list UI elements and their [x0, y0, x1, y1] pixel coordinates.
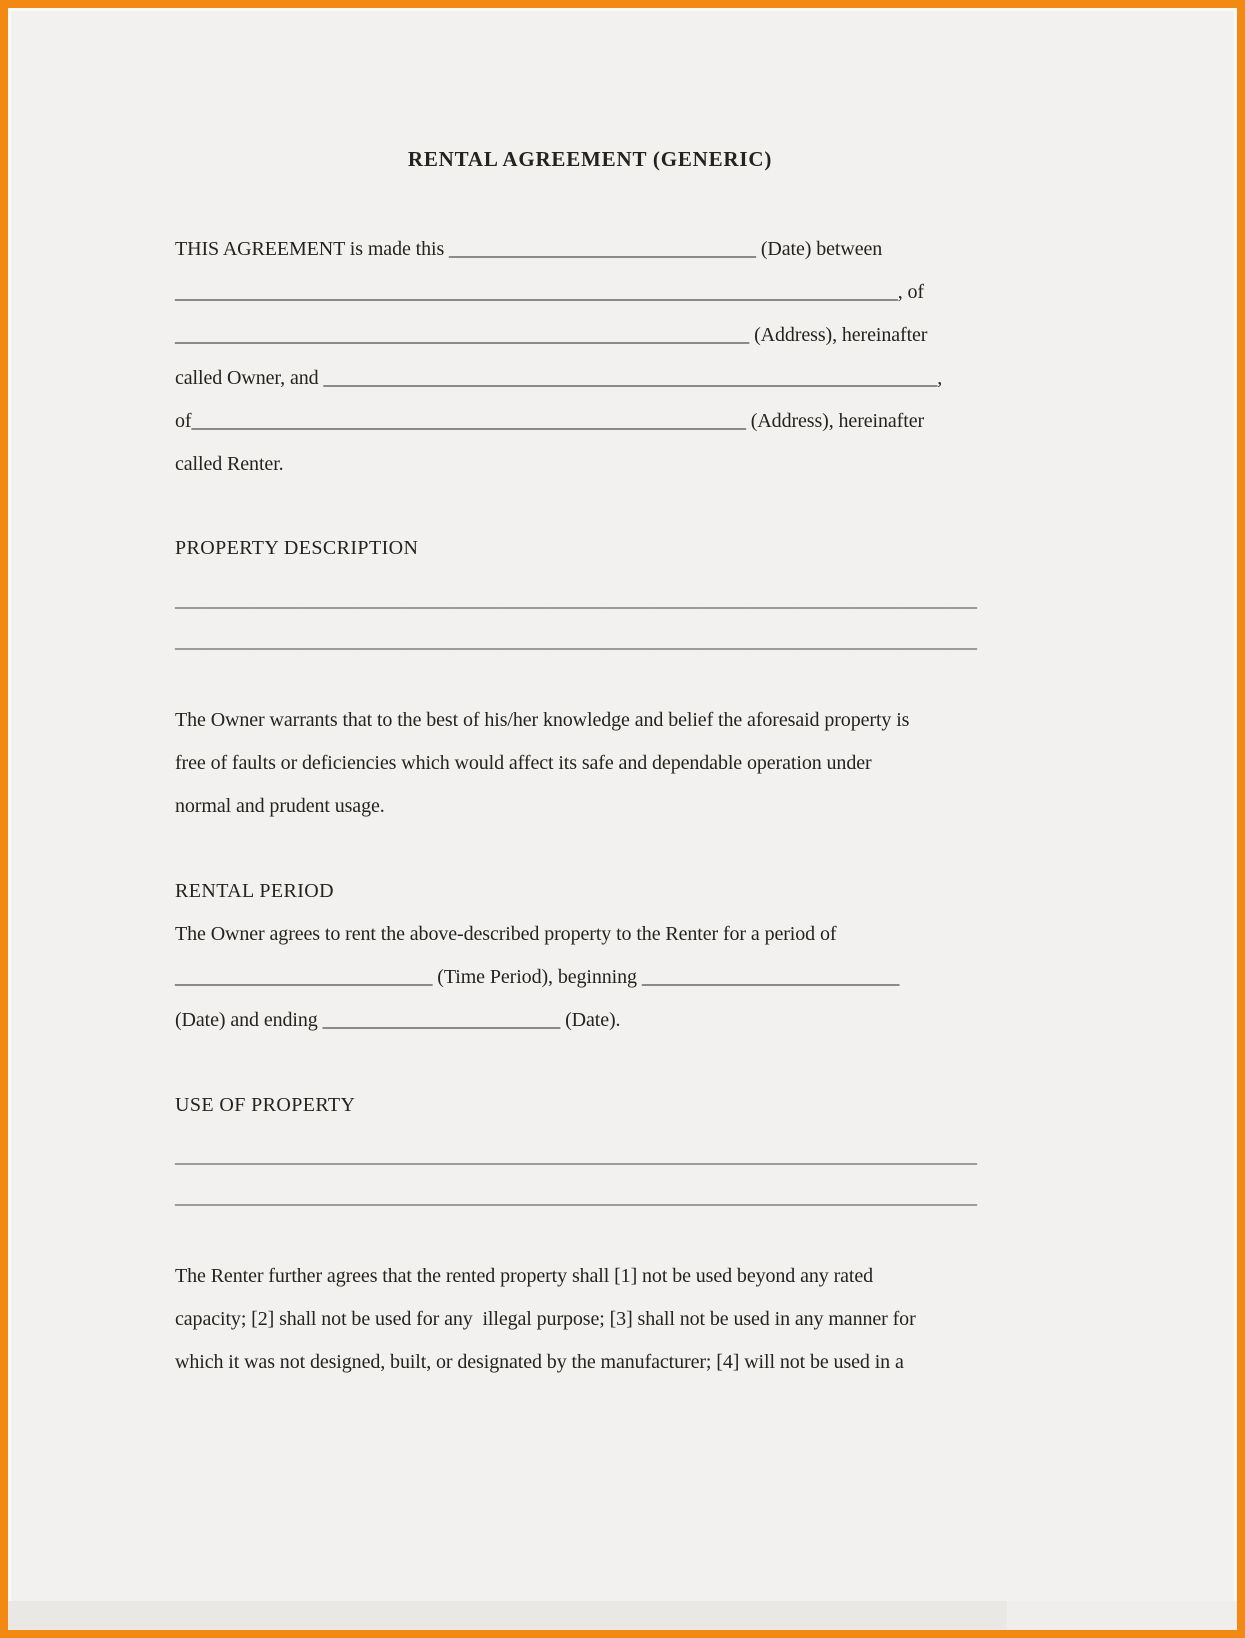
blank-fill-line: _________________________________________________________________________________ [175, 630, 977, 652]
paragraph-line: __________________________ (Time Period), beginning __________________________ [175, 966, 900, 988]
paragraph-line: (Date) and ending ________________________ (Date). [175, 1009, 621, 1031]
paragraph-line: called Owner, and ______________________________________________________________, [175, 367, 943, 389]
section-heading-text: USE OF PROPERTY [175, 1094, 356, 1116]
intro-paragraph [175, 228, 1005, 486]
section-heading-text: PROPERTY DESCRIPTION [175, 537, 419, 559]
document [8, 8, 1237, 1630]
paragraph-line: which it was not designed, built, or designated by the manufacturer; [4] will not be used in a [175, 1351, 904, 1373]
paragraph-line: The Owner warrants that to the best of his/her knowledge and belief the aforesaid property is [175, 709, 910, 731]
rental-period-heading [175, 870, 1005, 913]
blank-fill-line: _________________________________________________________________________________ [175, 1186, 977, 1208]
blank-fill-line: _________________________________________________________________________________ [175, 1145, 977, 1167]
title-text: RENTAL AGREEMENT (GENERIC) [407, 147, 773, 171]
scan-artifact-band-light [1007, 1601, 1237, 1630]
paragraph-line: called Renter. [175, 453, 284, 475]
use-of-property-heading [175, 1084, 1005, 1127]
property-description-blanks [175, 580, 1005, 662]
rental-period-paragraph [175, 913, 1005, 1042]
paragraph-line: of________________________________________________________ (Address), hereinafter [175, 410, 925, 432]
renter-agreement-paragraph [175, 1255, 1005, 1384]
blank-fill-line: _________________________________________________________________________________ [175, 589, 977, 611]
use-of-property-blanks [175, 1136, 1005, 1218]
paragraph-line: _________________________________________________________________________, of [175, 281, 924, 303]
warranty-paragraph [175, 699, 1005, 828]
property-description-heading [175, 527, 1005, 570]
paragraph-line: capacity; [2] shall not be used for any illegal purpose; [3] shall not be used in any manner for [175, 1308, 916, 1330]
paragraph-line: The Owner agrees to rent the above-described property to the Renter for a period of [175, 923, 837, 945]
paragraph-line: The Renter further agrees that the rented property shall [1] not be used beyond any rated [175, 1265, 874, 1287]
scan-artifact-band [8, 1601, 1237, 1630]
paragraph-line: THIS AGREEMENT is made this _______________________________ (Date) between [175, 238, 883, 260]
section-heading-text: RENTAL PERIOD [175, 880, 334, 902]
document-title [175, 138, 1005, 181]
paragraph-line: __________________________________________________________ (Address), hereinafter [175, 324, 928, 346]
paragraph-line: free of faults or deficiencies which would affect its safe and dependable operation under [175, 752, 872, 774]
paragraph-line: normal and prudent usage. [175, 795, 385, 817]
